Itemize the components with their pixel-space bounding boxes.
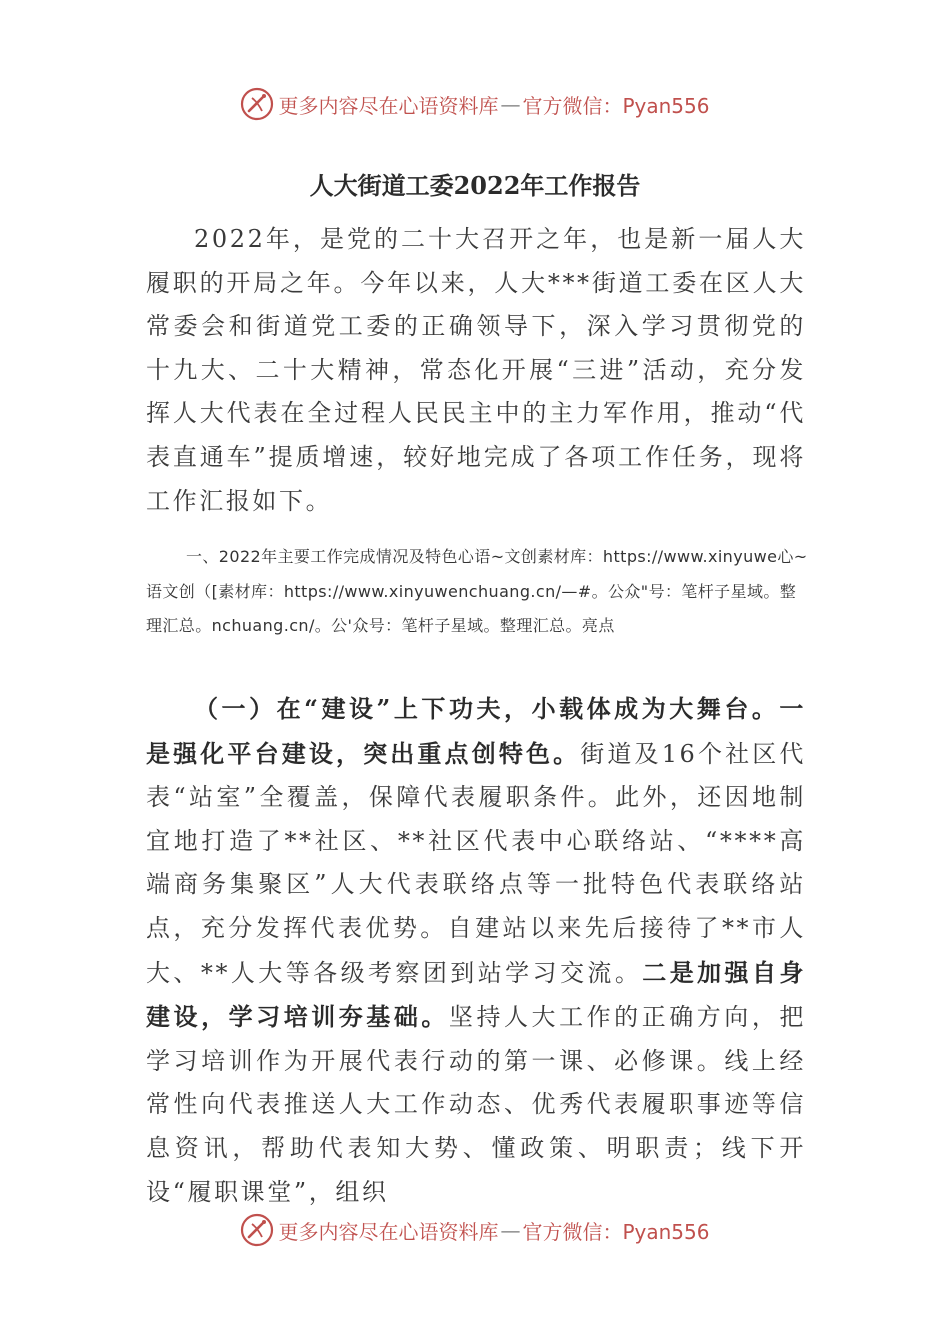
document-title: 人大街道工委2022年工作报告 <box>309 171 641 200</box>
banner-wechat-text: 官方微信：Pyan556 <box>522 1219 710 1244</box>
point-one-heading: 一是强化平台建设，突出重点创特色。 <box>146 694 806 768</box>
seal-logo-icon <box>240 87 274 121</box>
banner-wechat-text: 官方微信：Pyan556 <box>522 93 710 118</box>
banner-separator: — <box>500 92 521 116</box>
banner-lead-text: 更多内容尽在心语资料库 <box>278 93 499 118</box>
section-one-paragraph <box>146 687 806 1214</box>
footer-banner <box>0 1210 950 1250</box>
banner-lead-text: 更多内容尽在心语资料库 <box>278 1219 499 1244</box>
point-one-text: 街道及16个社区代表“站室”全覆盖，保障代表履职条件。此外，还因地制宜地打造了**社区、**社区代表中心联络站、“****高端商务集聚区”人大代表联络点等一批特色代表联络站点，充分发挥代表优势。自建站以来先后接待了**市人大、**人大等各级考察团到站学习交流。 <box>146 739 806 987</box>
seal-logo-icon <box>240 1213 274 1247</box>
banner-separator: — <box>500 1218 521 1242</box>
header-banner <box>0 84 950 124</box>
section-heading: 一、2022年主要工作完成情况及特色心语~文创素材库：https://www.xinyuwe心~语文创（[素材库：https://www.xinyuwenchuang.cn/—#。公众"号：笔杆子星域。整理汇总。nchuang.cn/。公'众号：笔杆子星域。整理汇总。亮点 <box>146 547 808 636</box>
intro-paragraph: 2022年，是党的二十大召开之年，也是新一届人大履职的开局之年。今年以来，人大***街道工委在区人大常委会和街道党工委的正确领导下，深入学习贯彻党的十九大、二十大精神，常态化开展“三进”活动，充分发挥人大代表在全过程人民民主中的主力军作用，推动“代表直通车”提质增速，较好地完成了各项工作任务，现将工作汇报如下。 <box>146 225 806 515</box>
point-two-heading: 二是加强自身建设，学习培训夯基础。 <box>146 957 806 1032</box>
subsection-heading: （一）在“建设”上下功夫，小载体成为大舞台。 <box>194 694 780 723</box>
point-two-text: 坚持人大工作的正确方向，把学习培训作为开展代表行动的第一课、必修课。线上经常性向代表推送人大工作动态、优秀代表履职事迹等信息资讯，帮助代表知大势、懂政策、明职责；线下开设“履职课堂”，组织 <box>146 1003 806 1206</box>
